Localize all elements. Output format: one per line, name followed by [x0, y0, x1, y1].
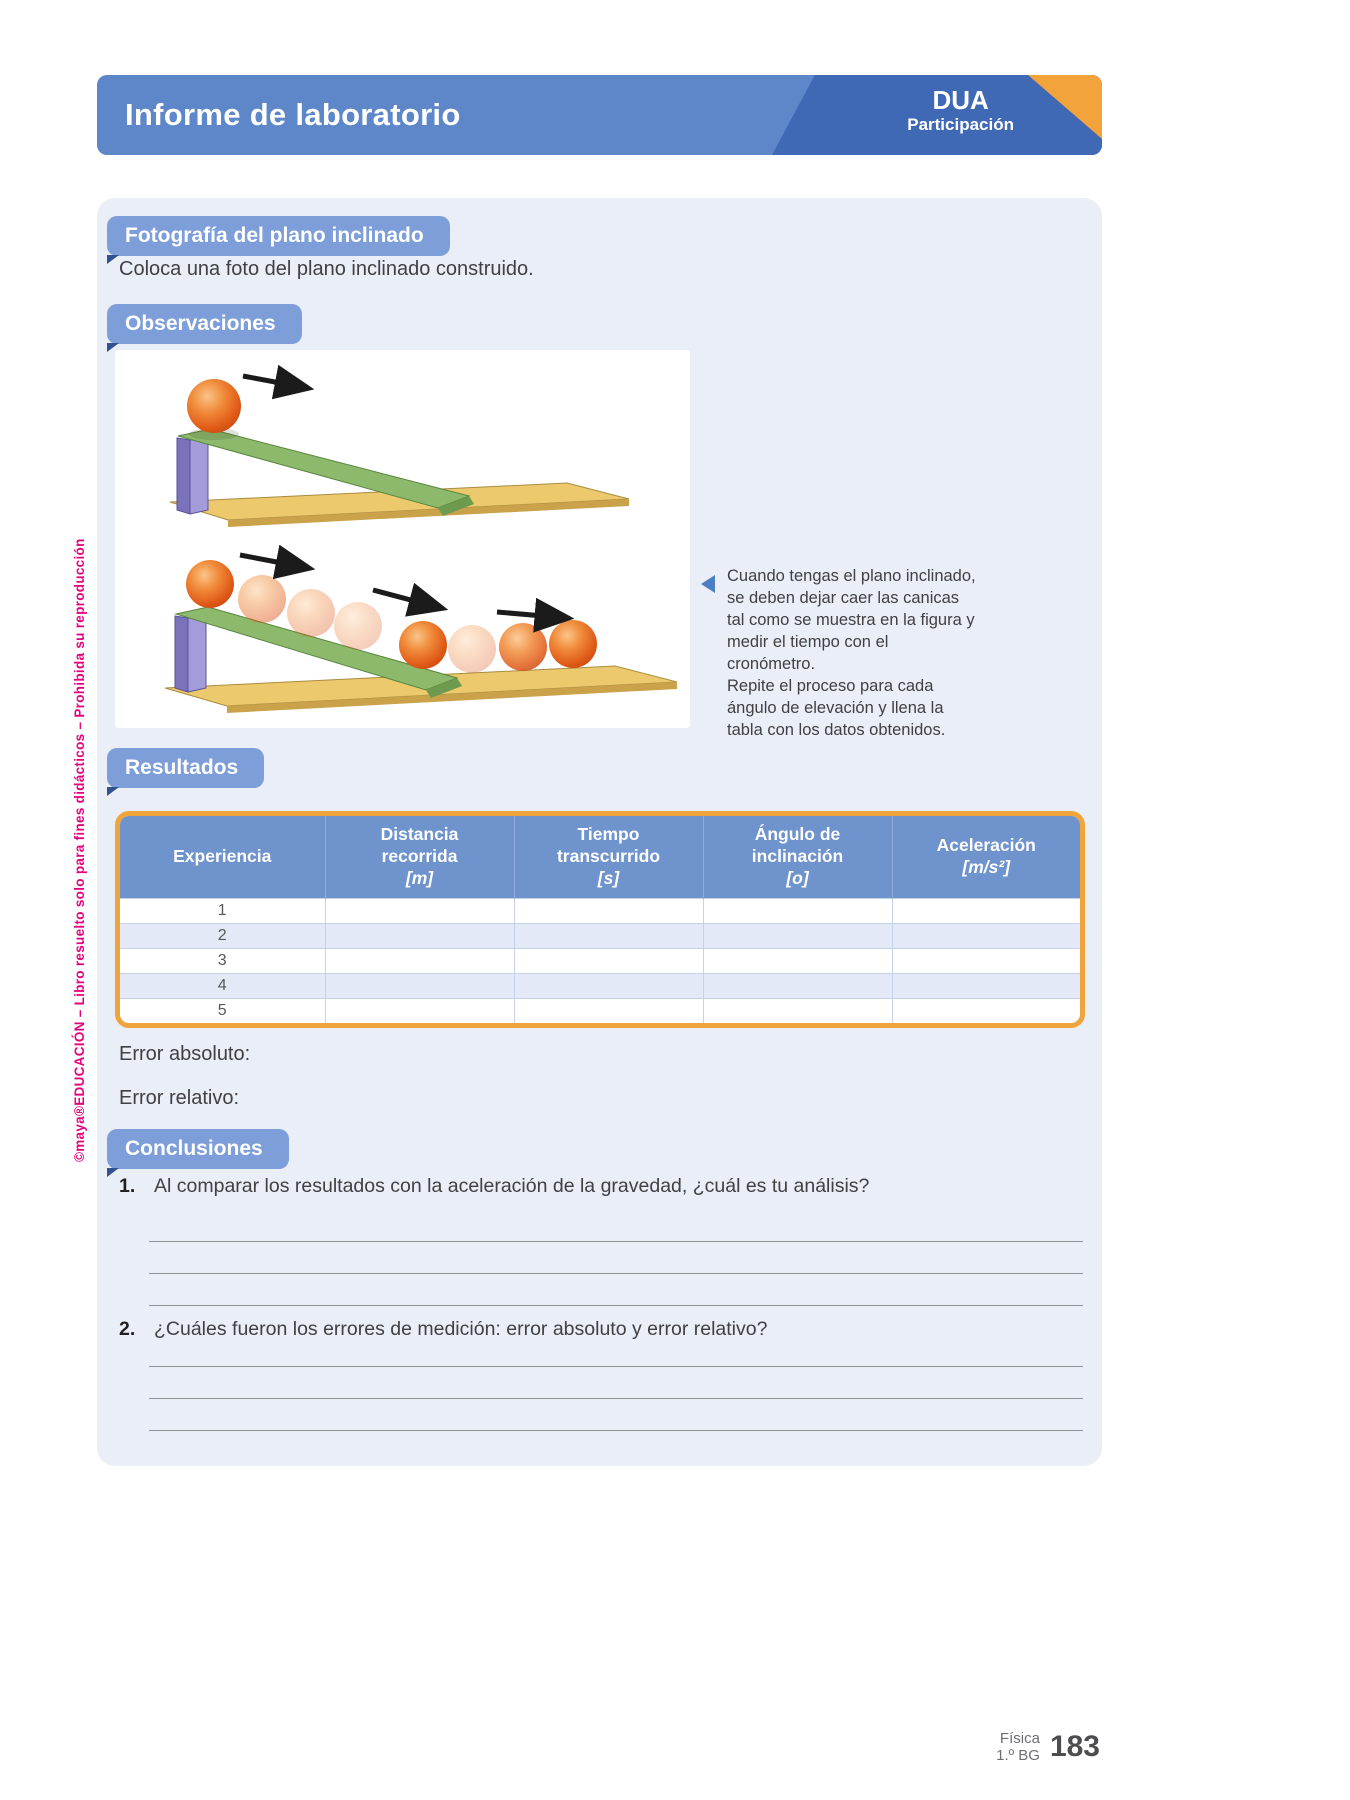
titlebar: [97, 75, 1102, 155]
table-cell: [892, 948, 1080, 973]
section-banner-conclusions: Conclusiones: [107, 1129, 289, 1169]
content-panel: [97, 198, 1102, 1466]
col-header-angulo: Ángulo de inclinación [o]: [703, 816, 892, 898]
table-cell: [514, 898, 703, 923]
marble: [186, 560, 234, 608]
results-table: [120, 816, 1080, 1023]
ramp-scene-motion: [165, 555, 677, 713]
table-cell: [703, 923, 892, 948]
marble-ghost: [448, 625, 496, 673]
support-block-face: [190, 437, 208, 514]
answer-line: [149, 1398, 1083, 1399]
note-paragraph: Cuando tengas el plano inclinado, se deben dejar caer las canicas tal como se muestra en la figura y medir el tiempo con el cronómetro.: [727, 567, 976, 673]
observation-note: [727, 566, 979, 742]
footer-course-info: [996, 1730, 1040, 1765]
question-number: 2.: [119, 1318, 136, 1340]
table-row: [120, 923, 1080, 948]
page-footer: [900, 1730, 1100, 1765]
question-text: Al comparar los resultados con la aceleración de la gravedad, ¿cuál es tu análisis?: [154, 1175, 870, 1197]
table-cell: [514, 973, 703, 998]
table-row: [120, 973, 1080, 998]
col-header-distancia: Distancia recorrida [m]: [325, 816, 514, 898]
marble-ghost: [238, 575, 286, 623]
experience-number-cell: 4: [120, 973, 325, 998]
figure-box: [115, 350, 690, 728]
question-number: 1.: [119, 1175, 136, 1197]
table-cell: [892, 898, 1080, 923]
col-header-tiempo: Tiempo transcurrido [s]: [514, 816, 703, 898]
footer-subject: Física: [999, 1730, 1040, 1747]
marble-ghost: [287, 589, 335, 637]
arrow-icon: [373, 590, 441, 608]
table-cell: [514, 923, 703, 948]
experience-number-cell: 2: [120, 923, 325, 948]
answer-line: [149, 1430, 1083, 1431]
section-banner-observations: Observaciones: [107, 304, 302, 344]
experience-number-cell: 5: [120, 998, 325, 1023]
col-header-experiencia: Experiencia: [120, 816, 325, 898]
support-block-face: [188, 615, 206, 692]
section-banner-photo: Fotografía del plano inclinado: [107, 216, 450, 256]
marble-ghost: [334, 602, 382, 650]
photo-instruction-text: Coloca una foto del plano inclinado construido.: [119, 258, 534, 280]
table-header-row: [120, 816, 1080, 898]
marble: [549, 620, 597, 668]
marble-ghost: [499, 623, 547, 671]
table-cell: [514, 998, 703, 1023]
copyright-vertical-text: ©maya®EDUCACIÓN – Libro resuelto solo para fines didácticos – Prohibida su reproducción: [72, 538, 87, 1162]
marble: [399, 621, 447, 669]
col-header-aceleracion: Aceleración [m/s²]: [892, 816, 1080, 898]
results-table-frame: [115, 811, 1085, 1028]
section-banner-results: Resultados: [107, 748, 264, 788]
table-cell: [325, 923, 514, 948]
table-cell: [703, 898, 892, 923]
answer-line: [149, 1273, 1083, 1274]
table-cell: [892, 923, 1080, 948]
table-row: [120, 898, 1080, 923]
table-cell: [703, 998, 892, 1023]
table-cell: [325, 998, 514, 1023]
error-absolute-label: Error absoluto:: [119, 1043, 251, 1065]
experience-number-cell: 3: [120, 948, 325, 973]
support-block: [175, 616, 188, 692]
support-block: [177, 438, 190, 514]
marble: [187, 379, 241, 433]
table-row: [120, 948, 1080, 973]
note-pointer-icon: [701, 575, 715, 593]
table-cell: [325, 973, 514, 998]
question-2: [119, 1318, 1079, 1341]
answer-line: [149, 1366, 1083, 1367]
answer-line: [149, 1305, 1083, 1306]
table-cell: [703, 948, 892, 973]
answer-line: [149, 1241, 1083, 1242]
table-cell: [325, 948, 514, 973]
arrow-icon: [243, 376, 307, 388]
dua-label: [907, 86, 1014, 135]
question-1: [119, 1175, 1079, 1198]
table-cell: [892, 998, 1080, 1023]
arrow-icon: [497, 612, 567, 618]
experience-number-cell: 1: [120, 898, 325, 923]
inclined-plane-figure: [115, 350, 690, 728]
table-row: [120, 998, 1080, 1023]
table-cell: [514, 948, 703, 973]
question-text: ¿Cuáles fueron los errores de medición: error absoluto y error relativo?: [154, 1318, 768, 1340]
arrow-icon: [240, 555, 308, 568]
error-relative-label: Error relativo:: [119, 1087, 240, 1109]
table-cell: [703, 973, 892, 998]
dua-title: DUA: [932, 85, 989, 115]
ramp-scene-start: [170, 376, 629, 527]
note-paragraph: Repite el proceso para cada ángulo de elevación y llena la tabla con los datos obtenidos.: [727, 676, 946, 739]
table-cell: [325, 898, 514, 923]
page-number: 183: [1049, 1730, 1100, 1764]
footer-grade: 1.º BG: [996, 1747, 1040, 1765]
dua-subtitle: Participación: [907, 114, 1014, 134]
table-cell: [892, 973, 1080, 998]
page-title: Informe de laboratorio: [125, 97, 461, 132]
